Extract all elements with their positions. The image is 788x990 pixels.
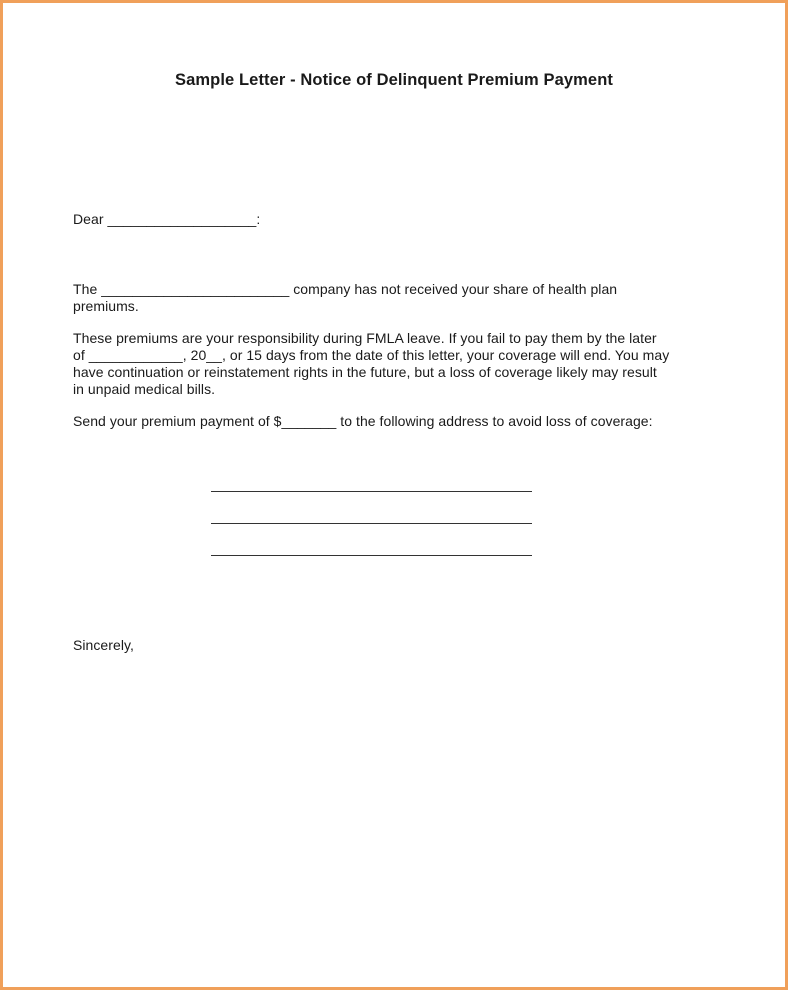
address-line-1 — [211, 491, 532, 492]
closing: Sincerely, — [73, 637, 134, 653]
paragraph-responsibility — [73, 330, 669, 398]
paragraph-line: The ________________________ company has not received your share of health plan — [73, 281, 618, 297]
paragraph-line: premiums. — [73, 298, 139, 314]
paragraph-payment-instruction: Send your premium payment of $_______ to the following address to avoid loss of coverage: — [73, 413, 653, 429]
address-line-3 — [211, 555, 532, 556]
paragraph-company-notice — [73, 281, 617, 315]
salutation: Dear ___________________: — [73, 211, 261, 227]
paragraph-line: have continuation or reinstatement rights in the future, but a loss of coverage likely may result — [73, 364, 657, 380]
paragraph-line: in unpaid medical bills. — [73, 381, 216, 397]
paragraph-line: These premiums are your responsibility during FMLA leave. If you fail to pay them by the later — [73, 330, 657, 346]
paragraph-line: of ____________, 20__, or 15 days from the date of this letter, your coverage will end. You may — [73, 347, 670, 363]
letter-title: Sample Letter - Notice of Delinquent Premium Payment — [175, 71, 613, 89]
address-line-2 — [211, 523, 532, 524]
